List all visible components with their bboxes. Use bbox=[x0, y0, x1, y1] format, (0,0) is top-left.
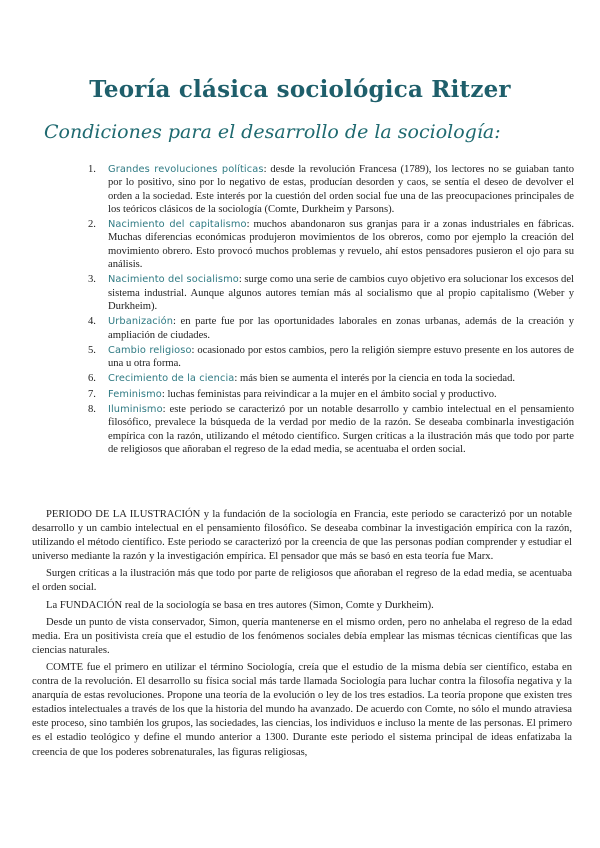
list-item bbox=[88, 344, 574, 371]
list-item bbox=[88, 403, 574, 456]
paragraph: COMTE fue el primero en utilizar el término Sociología, creía que el estudio de la misma debía ser científico, estaba en contra de la revolución. El desarrollo su física social más tarde llamada Sociología para luchar contra la filosofía negativa y la anarquía de estas revoluciones. Propone una teoría de la evolución o ley de los tres estadios. La teoría propone que existen tres estadios intelectuales a través de los que la historia del mundo ha avanzado. De acuerdo con Comte, no sólo el mundo atraviesa este proceso, sino también los grupos, las sociedades, las ciencias, los individuos e incluso la mente de las personas. El primero es el estadio teológico y define el mundo anterior a 1300. Durante este periodo el sistema principal de ideas enfatizaba la creencia de que los poderes sobrenaturales, las figuras religiosas, bbox=[32, 661, 572, 758]
list-text: : más bien se aumenta el interés por la ciencia en toda la sociedad. bbox=[234, 373, 516, 385]
list-item bbox=[88, 372, 574, 385]
list-item bbox=[88, 273, 574, 313]
list-term: Nacimiento del socialismo bbox=[108, 274, 239, 286]
list-text: : ocasionado por estos cambios, pero la religión siempre estuvo presente en los autores de una u otra forma. bbox=[108, 344, 574, 370]
list-number: 1. bbox=[88, 164, 96, 175]
paragraph: PERIODO DE LA ILUSTRACIÓN y la fundación de la sociología en Francia, este periodo se caracterizó por un notable desarrollo y un cambio intelectual en el pensamiento filosófico. Se deseaba combinar la investigación empírica con la razón, utilizando el método científico. Este periodo se caracterizó por la creencia de que las personas podían comprender y estudiar el universo mediante la razón y la investigación empírica. El pensador que más se basó en esta teoría fue Marx. bbox=[32, 509, 572, 563]
list-number: 5. bbox=[88, 344, 96, 356]
list-term: Feminismo bbox=[108, 388, 162, 400]
list-number: 7. bbox=[88, 388, 96, 400]
paragraph: Desde un punto de vista conservador, Simon, quería mantenerse en el mismo orden, pero no anhelaba el regreso de la edad media. Era un positivista creía que el estudio de los fenómenos sociales debía emplear las mismas técnicas científicas que las ciencias naturales. bbox=[32, 616, 572, 656]
list-number: 6. bbox=[88, 373, 96, 385]
page-title: Teoría clásica sociológica Ritzer bbox=[89, 76, 511, 103]
list-number: 4. bbox=[88, 316, 96, 328]
list-text: : muchos abandonaron sus granjas para ir a zonas industriales en fábricas. Muchas diferencias económicas produjeron movimientos de los obreros, como por ejemplo la creación del movimiento obrero. Esto provocó muchos problemas y revuelo, ahí estos pensadores pusieron el ojo para su análisis. bbox=[108, 219, 574, 271]
list-number: 8. bbox=[88, 404, 96, 416]
list-text: : luchas feministas para reivindicar a la mujer en el ámbito social y productivo. bbox=[161, 388, 497, 400]
list-item bbox=[88, 218, 574, 271]
list-term: Crecimiento de la ciencia bbox=[108, 373, 235, 385]
list-text: : este periodo se caracterizó por un notable desarrollo y cambio intelectual en el pensamiento filosófico, prevalece la búsqueda de la verdad por medio de la razón. Se deseaba combinarla investigación empírica con la razón, utilizando el método científico. Surgen críticas a la ilustración más que todo por parte de religiosos que añoraban el regreso de la edad media, se acentuaba el orden social. bbox=[108, 404, 574, 455]
list-term: Nacimiento del capitalismo bbox=[108, 219, 247, 231]
list-text: : desde la revolución Francesa (1789), los lectores no se guiaban tanto por lo positivo, sino por lo negativo de estas, producían desorden y caos, se sentía el deseo de devolver el orden a la sociedad. Este interés por la cuestión del orden social fue una de las preocupaciones principales de los teóricos clásicos de la sociología (Comte, Durkheim y Parsons). bbox=[108, 164, 574, 215]
section-heading: Condiciones para el desarrollo de la sociología: bbox=[44, 121, 501, 143]
list-text: : surge como una serie de cambios cuyo objetivo era solucionar los excesos del sistema industrial. Aunque algunos autores temían más al socialismo que al propio capitalismo (Weber y Durkheim). bbox=[108, 274, 574, 312]
list-term: Cambio religioso bbox=[108, 344, 192, 356]
list-item bbox=[88, 163, 574, 216]
list-number: 3. bbox=[88, 274, 96, 286]
list-term: Iluminismo bbox=[108, 404, 163, 416]
body-text bbox=[32, 508, 572, 763]
list-term: Grandes revoluciones políticas bbox=[108, 164, 264, 175]
paragraph: La FUNDACIÓN real de la sociología se basa en tres autores (Simon, Comte y Durkheim). bbox=[46, 599, 434, 611]
list-item bbox=[88, 315, 574, 342]
conditions-list bbox=[88, 163, 574, 458]
list-text: : en parte fue por las oportunidades laborales en zonas urbanas, además de la creación y ampliación de ciudades. bbox=[108, 316, 574, 341]
list-number: 2. bbox=[88, 219, 96, 231]
list-term: Urbanización bbox=[108, 316, 174, 328]
paragraph: Surgen críticas a la ilustración más que todo por parte de religiosos que añoraban el regreso de la edad media, se acentuaba el orden social. bbox=[32, 568, 572, 594]
list-item bbox=[88, 388, 574, 401]
